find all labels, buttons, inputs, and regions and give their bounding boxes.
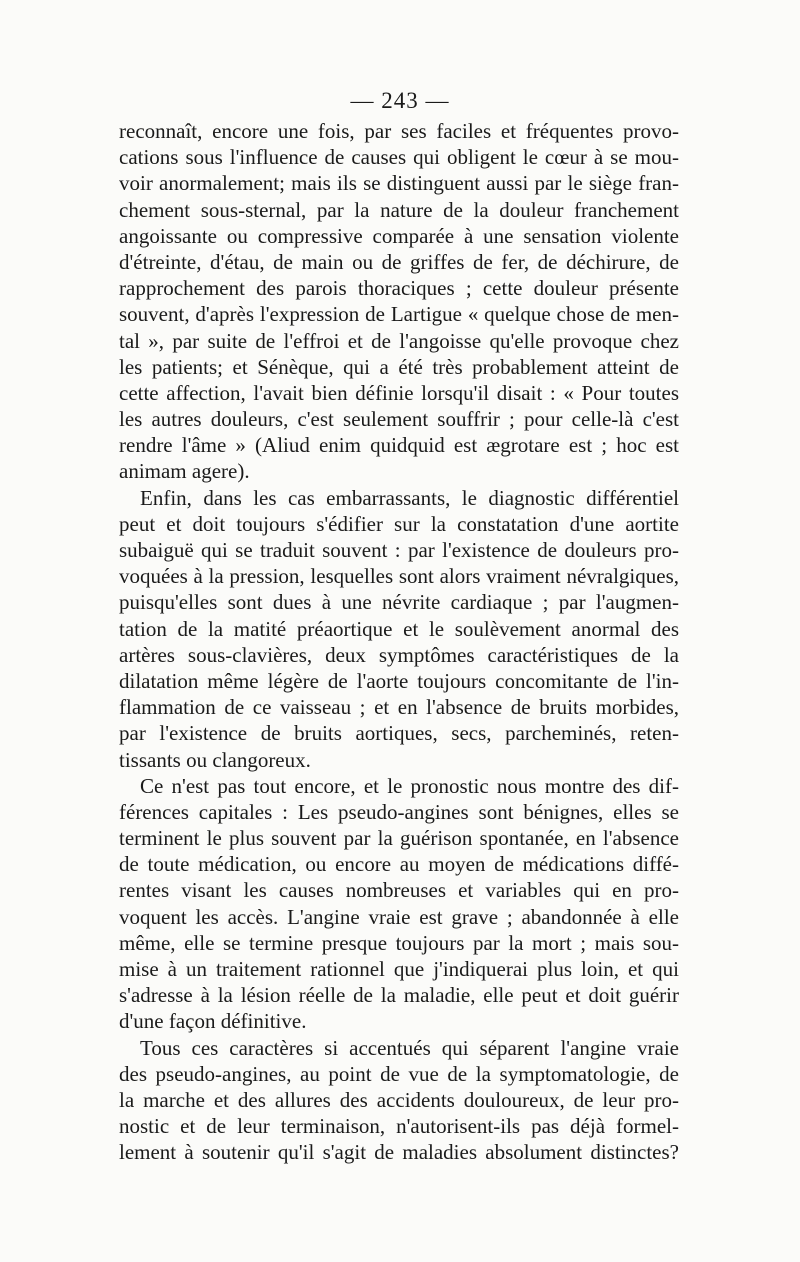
text-line: Ce n'est pas tout encore, et le pronostic nous montre des dif- (140, 773, 679, 798)
text-line: tal », par suite de l'effroi et de l'angoisse qu'elle provoque chez (119, 328, 679, 353)
text-line: chement sous-sternal, par la nature de la douleur franchement (119, 197, 679, 222)
text-line: puisqu'elles sont dues à une névrite cardiaque ; par l'augmen- (119, 590, 679, 615)
text-line: voir anormalement; mais ils se distinguent aussi par le siège fran- (119, 171, 679, 196)
text-line: reconnaît, encore une fois, par ses faciles et fréquentes provo- (119, 119, 679, 143)
text-line: les patients; et Sénèque, qui a été très probablement atteint de (119, 354, 679, 379)
text-line: d'une façon définitive. (119, 1009, 307, 1034)
text-line: voquées à la pression, lesquelles sont alors vraiment névralgiques, (119, 564, 679, 589)
text-line: férences capitales : Les pseudo-angines sont bénignes, elles se (119, 799, 679, 824)
text-line: lement à soutenir qu'il s'agit de maladies absolument distinctes? (119, 1140, 679, 1165)
text-line: terminent le plus souvent par la guérison spontanée, en l'absence (119, 826, 679, 851)
text-line: par l'existence de bruits aortiques, secs, parcheminés, reten- (119, 721, 679, 746)
page-number: — 243 — (350, 88, 450, 113)
text-line: tation de la matité préaortique et le soulèvement anormal des (119, 616, 679, 641)
text-line: même, elle se termine presque toujours par la mort ; mais sou- (119, 930, 679, 955)
text-line: rapprochement des parois thoraciques ; cette douleur présente (119, 276, 679, 301)
text-line: dilatation même légère de l'aorte toujours concomitante de l'in- (119, 668, 679, 693)
text-line: voquent les accès. L'angine vraie est grave ; abandonnée à elle (119, 904, 679, 929)
text-line: artères sous-clavières, deux symptômes caractéristiques de la (119, 642, 679, 667)
text-line: des pseudo-angines, au point de vue de la symptomatologie, de (119, 1061, 679, 1086)
text-line: s'adresse à la lésion réelle de la maladie, elle peut et doit guérir (119, 983, 679, 1008)
text-line: nostic et de leur terminaison, n'autorisent-ils pas déjà formel- (119, 1114, 679, 1139)
text-line: tissants ou clangoreux. (119, 747, 311, 772)
text-line: flammation de ce vaisseau ; et en l'absence de bruits morbides, (119, 695, 679, 720)
text-line: angoissante ou compressive comparée à une sensation violente (119, 223, 679, 248)
text-line: Enfin, dans les cas embarrassants, le diagnostic différentiel (140, 485, 679, 510)
text-line: animam agere). (119, 459, 250, 484)
text-line: Tous ces caractères si accentués qui séparent l'angine vraie (140, 1035, 679, 1060)
text-line: les autres douleurs, c'est seulement souffrir ; pour celle-là c'est (119, 407, 679, 432)
text-line: cations sous l'influence de causes qui obligent le cœur à se mou- (119, 145, 679, 170)
text-line: rendre l'âme » (Aliud enim quidquid est ægrotare est ; hoc est (119, 433, 679, 458)
text-line: peut et doit toujours s'édifier sur la constatation d'une aortite (119, 511, 679, 536)
text-line: souvent, d'après l'expression de Lartigue « quelque chose de men- (119, 302, 679, 327)
text-line: d'étreinte, d'étau, de main ou de griffes de fer, de déchirure, de (119, 249, 679, 274)
text-line: subaiguë qui se traduit souvent : par l'existence de douleurs pro- (119, 538, 679, 562)
text-line: rentes visant les causes nombreuses et variables qui en pro- (119, 878, 679, 903)
text-line: mise à un traitement rationnel que j'indiquerai plus loin, et qui (119, 957, 679, 981)
text-line: de toute médication, ou encore au moyen de médications diffé- (119, 852, 679, 877)
text-line: la marche et des allures des accidents douloureux, de leur pro- (119, 1087, 679, 1112)
body-text (119, 118, 679, 1166)
text-line: cette affection, l'avait bien définie lorsqu'il disait : « Pour toutes (119, 380, 679, 405)
